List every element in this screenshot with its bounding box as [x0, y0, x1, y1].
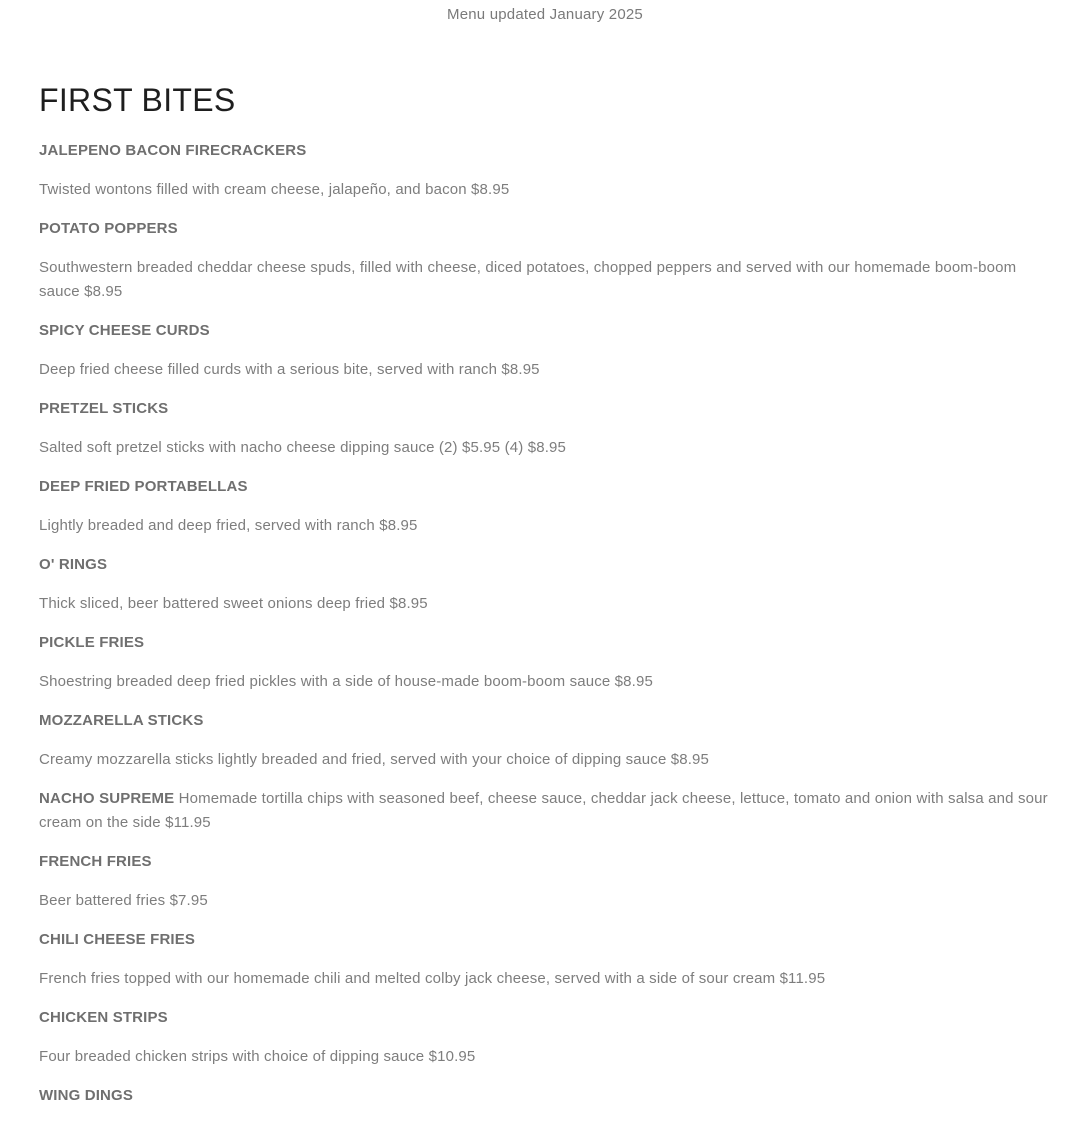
menu-item-description: Thick sliced, beer battered sweet onions deep fried $8.95 — [39, 595, 428, 612]
menu-item-description: Deep fried cheese filled curds with a serious bite, served with ranch $8.95 — [39, 361, 540, 378]
menu-item-name: DEEP FRIED PORTABELLAS — [39, 478, 248, 495]
menu-item-name: WING DINGS — [39, 1087, 133, 1104]
menu-section-first-bites — [39, 80, 1049, 1123]
menu-item-name: MOZZARELLA STICKS — [39, 712, 204, 729]
menu-item-name: FRENCH FRIES — [39, 853, 152, 870]
menu-item-name: NACHO SUPREME — [39, 790, 175, 807]
menu-item-name: SPICY CHEESE CURDS — [39, 322, 210, 339]
section-title: FIRST BITES — [39, 82, 236, 118]
menu-item-inline — [39, 787, 1049, 835]
menu-item-description: Beer battered fries $7.95 — [39, 892, 208, 909]
menu-updated-note: Menu updated January 2025 — [447, 6, 643, 23]
menu-item-name: POTATO POPPERS — [39, 220, 178, 237]
menu-item-description: Homemade tortilla chips with seasoned beef, cheese sauce, cheddar jack cheese, lettuce, tomato and onion with salsa and sour cream on the side $11.95 — [39, 790, 1048, 831]
menu-item-description: French fries topped with our homemade chili and melted colby jack cheese, served with a side of sour cream $11.95 — [39, 970, 826, 987]
menu-item-description: Southwestern breaded cheddar cheese spuds, filled with cheese, diced potatoes, chopped peppers and served with our homemade boom-boom sauce $8.95 — [39, 259, 1017, 300]
menu-item-name: JALEPENO BACON FIRECRACKERS — [39, 142, 307, 159]
menu-item-description: Lightly breaded and deep fried, served with ranch $8.95 — [39, 517, 418, 534]
menu-item-description: Salted soft pretzel sticks with nacho cheese dipping sauce (2) $5.95 (4) $8.95 — [39, 439, 566, 456]
menu-item-name: PICKLE FRIES — [39, 634, 145, 651]
menu-item-name: O' RINGS — [39, 556, 108, 573]
menu-item-name: PRETZEL STICKS — [39, 400, 169, 417]
menu-item-description: Creamy mozzarella sticks lightly breaded and fried, served with your choice of dipping sauce $8.95 — [39, 751, 710, 768]
menu-item-name: CHILI CHEESE FRIES — [39, 931, 196, 948]
menu-item-description: Four breaded chicken strips with choice of dipping sauce $10.95 — [39, 1048, 476, 1065]
menu-item-description: Shoestring breaded deep fried pickles with a side of house-made boom-boom sauce $8.95 — [39, 673, 653, 690]
menu-item-description: Twisted wontons filled with cream cheese, jalapeño, and bacon $8.95 — [39, 181, 510, 198]
menu-item-name: CHICKEN STRIPS — [39, 1009, 168, 1026]
